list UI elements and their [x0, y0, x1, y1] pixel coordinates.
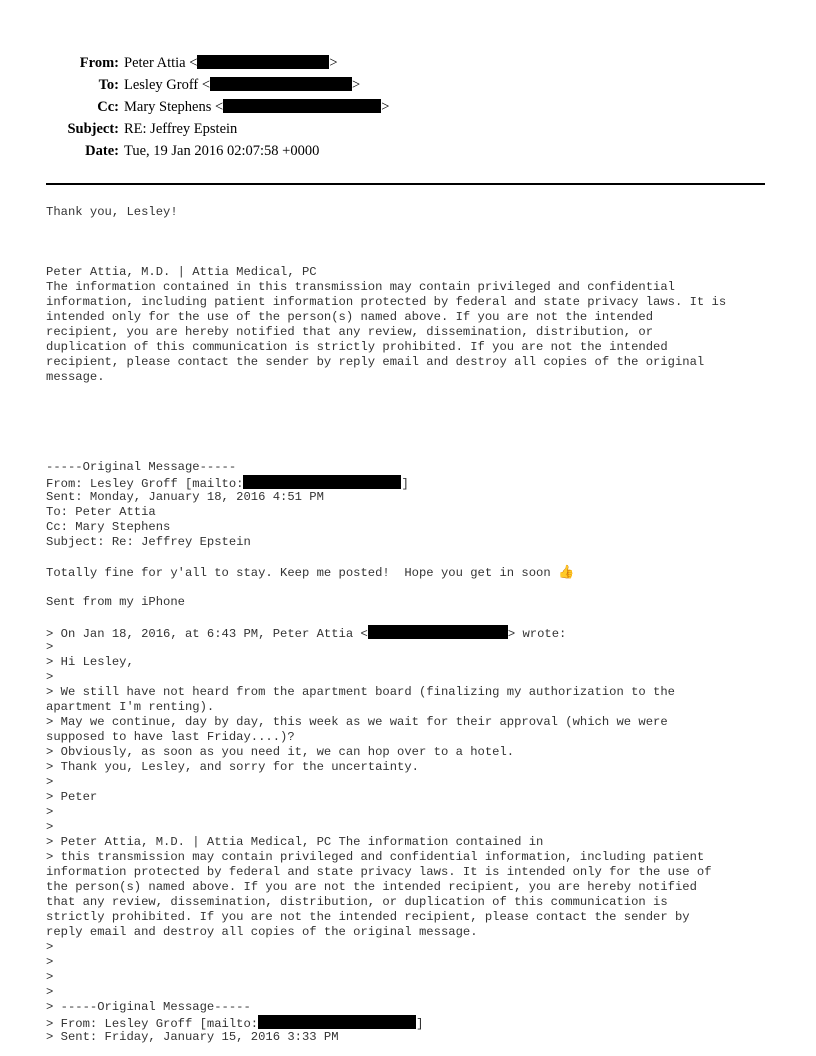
- quoted-cc-line: Cc: Mary Stephens: [46, 520, 171, 534]
- quoted-line: > this transmission may contain privileged and confidential information, including patient: [46, 850, 705, 864]
- quote-header-end: > wrote:: [507, 627, 567, 641]
- blank-line: [46, 220, 786, 235]
- blank-line: [46, 430, 786, 445]
- quoted-original-divider: > -----Original Message-----: [46, 1000, 251, 1014]
- subject-value: RE: Jeffrey Epstein: [124, 121, 238, 137]
- from-value: Peter Attia <: [124, 55, 198, 71]
- quote-header-line: [46, 625, 786, 640]
- quoted-line: > Obviously, as soon as you need it, we can hop over to a hotel.: [46, 745, 515, 759]
- blank-line: [46, 610, 786, 625]
- quoted-line: >: [46, 970, 54, 984]
- quoted-subject-line: Subject: Re: Jeffrey Epstein: [46, 535, 251, 549]
- blank-line: [46, 550, 786, 565]
- original-message-divider: -----Original Message-----: [46, 460, 237, 474]
- quoted-line: information protected by federal and state privacy laws. It is intended only for the use of: [46, 865, 712, 879]
- quoted-sent-line-2: > Sent: Friday, January 15, 2016 3:33 PM: [46, 1030, 339, 1044]
- cc-label: Cc:: [97, 99, 119, 115]
- quoted-line: >: [46, 805, 54, 819]
- disclaimer-line: message.: [46, 370, 105, 384]
- blank-line: [46, 385, 786, 400]
- disclaimer-line: intended only for the use of the person(s) named above. If you are not the intended: [46, 310, 654, 324]
- quoted-line: > Hi Lesley,: [46, 655, 134, 669]
- redaction-box: [368, 625, 508, 639]
- quoted-to-line: To: Peter Attia: [46, 505, 156, 519]
- date-label: Date:: [85, 143, 119, 159]
- quoted-line: >: [46, 775, 54, 789]
- disclaimer-line: information, including patient information protected by federal and state privacy laws. It is: [46, 295, 727, 309]
- quoted-line: >: [46, 640, 54, 654]
- quoted-line: >: [46, 940, 54, 954]
- to-value: Lesley Groff <: [124, 77, 211, 93]
- quoted-line: > May we continue, day by day, this week as we wait for their approval (which we were: [46, 715, 668, 729]
- blank-line: [46, 415, 786, 430]
- quoted-line: > We still have not heard from the apartment board (finalizing my authorization to the: [46, 685, 675, 699]
- subject-label: Subject:: [67, 121, 119, 137]
- quoted-from-line: [46, 475, 786, 490]
- quoted-line: >: [46, 955, 54, 969]
- header-divider: [46, 183, 765, 185]
- thumbs-up-icon: 👍: [557, 565, 575, 580]
- to-close-bracket: >: [352, 77, 361, 93]
- from-close-bracket: >: [329, 55, 338, 71]
- quoted-from-line-2: [46, 1015, 786, 1030]
- cc-value: Mary Stephens <: [124, 99, 224, 115]
- quoted-from-text: From: Lesley Groff [mailto:: [46, 477, 244, 491]
- to-label: To:: [98, 77, 119, 93]
- redaction-box: [223, 99, 381, 113]
- disclaimer-line: recipient, please contact the sender by reply email and destroy all copies of the original: [46, 355, 705, 369]
- blank-line: [46, 235, 786, 250]
- quoted-line: > Peter Attia, M.D. | Attia Medical, PC The information contained in: [46, 835, 544, 849]
- disclaimer-line: The information contained in this transmission may contain privileged and confidential: [46, 280, 675, 294]
- quoted-line: > Thank you, Lesley, and sorry for the uncertainty.: [46, 760, 419, 774]
- quoted-line: > Peter: [46, 790, 98, 804]
- body-line: Thank you, Lesley!: [46, 205, 178, 219]
- disclaimer-line: duplication of this communication is strictly prohibited. If you are not the intended: [46, 340, 668, 354]
- quoted-line: apartment I'm renting).: [46, 700, 215, 714]
- quoted-line: supposed to have last Friday....)?: [46, 730, 295, 744]
- disclaimer-line: recipient, you are hereby notified that any review, dissemination, distribution, or: [46, 325, 654, 339]
- signature-line: Peter Attia, M.D. | Attia Medical, PC: [46, 265, 317, 279]
- blank-line: [46, 400, 786, 415]
- blank-line: [46, 580, 786, 595]
- blank-line: [46, 445, 786, 460]
- redaction-box: [197, 55, 329, 69]
- date-value: Tue, 19 Jan 2016 02:07:58 +0000: [124, 143, 320, 159]
- sent-from-line: Sent from my iPhone: [46, 595, 185, 609]
- blank-line: [46, 250, 786, 265]
- message-body: [46, 205, 786, 1045]
- cc-close-bracket: >: [381, 99, 390, 115]
- from-label: From:: [79, 55, 119, 71]
- quoted-sent-line: Sent: Monday, January 18, 2016 4:51 PM: [46, 490, 324, 504]
- bracket-close: ]: [416, 1017, 424, 1031]
- reply-line: [46, 565, 786, 580]
- quoted-line: reply email and destroy all copies of the original message.: [46, 925, 478, 939]
- quote-header-text: > On Jan 18, 2016, at 6:43 PM, Peter Attia <: [46, 627, 368, 641]
- quoted-line: >: [46, 670, 54, 684]
- reply-text: Totally fine for y'all to stay. Keep me posted! Hope you get in soon: [46, 566, 558, 580]
- quoted-from-text: > From: Lesley Groff [mailto:: [46, 1017, 259, 1031]
- quoted-line: the person(s) named above. If you are not the intended recipient, you are hereby notified: [46, 880, 697, 894]
- quoted-line: >: [46, 985, 54, 999]
- quoted-line: >: [46, 820, 54, 834]
- quoted-line: strictly prohibited. If you are not the intended recipient, please contact the sender by: [46, 910, 690, 924]
- bracket-close: ]: [401, 477, 409, 491]
- quoted-line: that any review, dissemination, distribution, or duplication of this communication is: [46, 895, 668, 909]
- redaction-box: [258, 1015, 416, 1029]
- redaction-box: [210, 77, 352, 91]
- redaction-box: [243, 475, 401, 489]
